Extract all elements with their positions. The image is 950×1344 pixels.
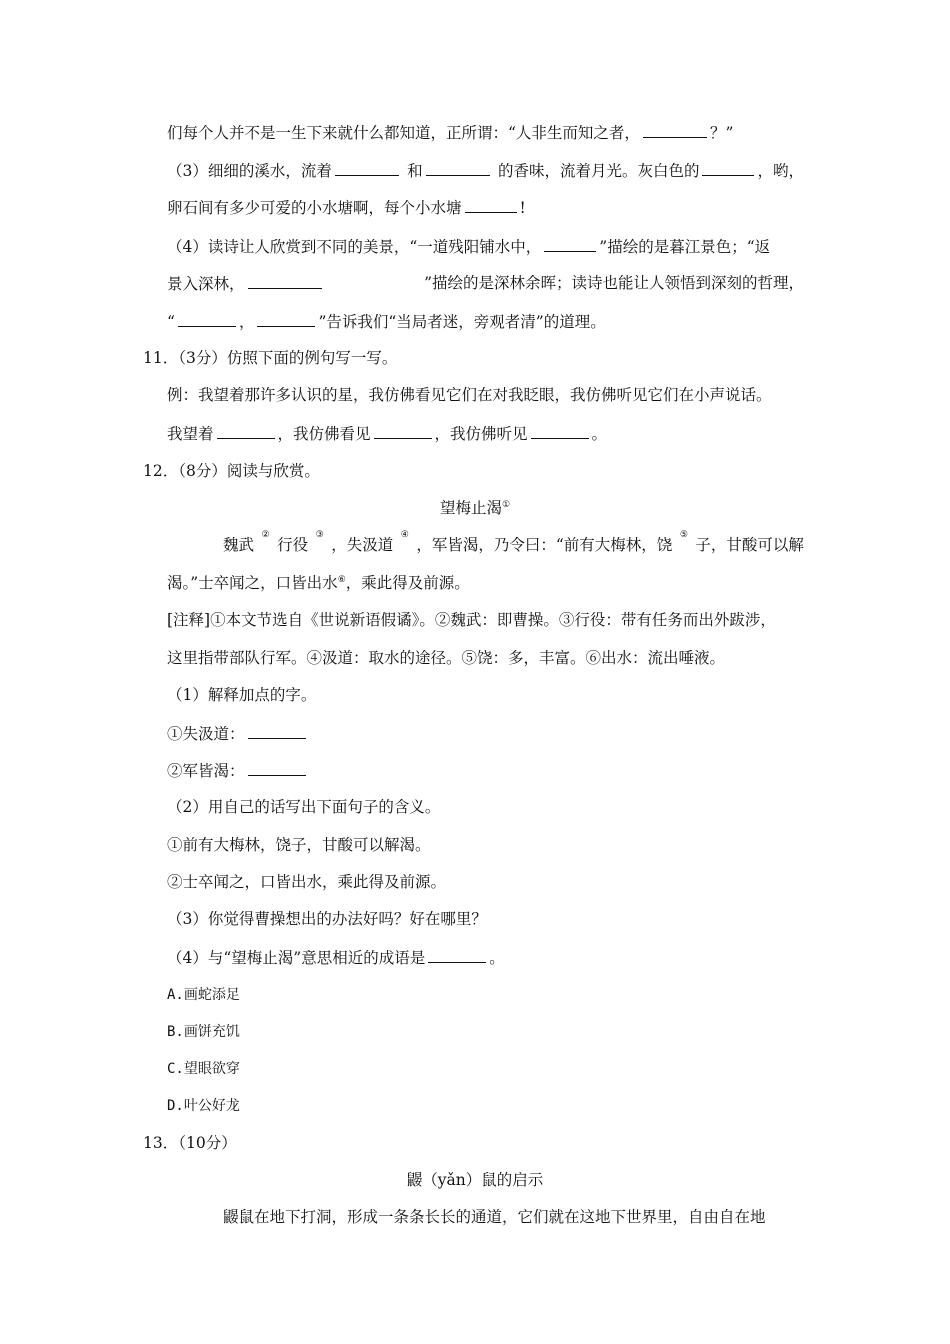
q11-answer-line: 我望着 ，我仿佛看见 ，我仿佛听见 。: [167, 425, 608, 443]
q12-passage-title: 望梅止渴①: [439, 499, 511, 517]
q12-heading: 12．（8分）阅读与欣赏。: [143, 462, 320, 480]
option-d[interactable]: D.叶公好龙: [167, 1098, 240, 1114]
answer-blank[interactable]: [465, 197, 517, 213]
q12-sub2-b: ②士卒闻之，口皆出水，乘此得及前源。: [167, 873, 447, 891]
answer-blank[interactable]: [217, 423, 275, 439]
q11-heading: 11．（3分）仿照下面的例句写一写。: [143, 349, 398, 367]
q10-line1-text: 们每个人并不是一生下来就什么都知道，正所谓：“人非生而知之者，: [167, 124, 640, 142]
option-a[interactable]: A.画蛇添足: [167, 987, 240, 1003]
option-b[interactable]: B.画饼充饥: [167, 1024, 240, 1040]
q12-passage-line1: 魏武 ② 行役 ③ ，失汲道 ④ ，军皆渴，乃令曰：“前有大梅林，饶 ⑤ 子，甘酸可以解: [223, 530, 804, 554]
q10-part4-line2: 景入深林， ”描绘的是深林余晖；读诗也能让人领悟到深刻的哲理，: [167, 274, 804, 293]
answer-blank[interactable]: [428, 947, 486, 963]
answer-blank[interactable]: [531, 423, 589, 439]
q10-part3-line2: 卵石间有多少可爱的小水塘啊，每个小水塘 !: [167, 199, 526, 217]
q12-note-line1: [注释]①本文节选自《世说新语假谲》。②魏武：即曹操。③行役：带有任务而出外跋涉，: [167, 611, 776, 629]
q12-note-line2: 这里指带部队行军。④汲道：取水的途径。⑤饶：多，丰富。⑥出水：流出唾液。: [167, 649, 726, 667]
q10-line1: [167, 122, 733, 143]
q12-sub2: （2）用自己的话写出下面句子的含义。: [167, 798, 441, 816]
q12-passage-line2: 渴。”士卒闻之，口皆出水⑥，乘此得及前源。: [167, 574, 470, 592]
answer-blank[interactable]: [702, 160, 754, 176]
q12-sub1-b: ②军皆渴：: [167, 760, 309, 781]
q13-passage-line1: 鼹鼠在地下打洞，形成一条条长长的通道，它们就在这地下世界里，自由自在地: [223, 1208, 766, 1226]
answer-blank[interactable]: [248, 273, 322, 289]
q12-sub1-a: ①失汲道：: [167, 723, 309, 744]
q10-line1-end: ？”: [709, 124, 734, 142]
answer-blank[interactable]: [248, 760, 306, 776]
answer-blank[interactable]: [374, 423, 432, 439]
option-c[interactable]: C.望眼欲穿: [167, 1061, 240, 1077]
q12-sub1: （1）解释加点的字。: [167, 686, 317, 704]
q12-sub2-a: ①前有大梅林，饶子，甘酸可以解渴。: [167, 836, 431, 854]
q10-part4-line1: （4）读诗让人欣赏到不同的美景，“一道残阳铺水中， ”描绘的是暮江景色；“返: [167, 238, 771, 256]
q10-part3-text: （3）细细的溪水，流着: [167, 160, 402, 181]
footnote-marker: ①: [501, 499, 511, 510]
answer-blank[interactable]: [544, 236, 596, 252]
answer-blank[interactable]: [335, 160, 399, 176]
answer-blank[interactable]: [248, 723, 306, 739]
answer-blank[interactable]: [426, 160, 490, 176]
q11-example: 例：我望着那许多认识的星，我仿佛看见它们在对我眨眼，我仿佛听见它们在小声说话。: [167, 386, 772, 404]
answer-blank[interactable]: [257, 311, 315, 327]
answer-blank[interactable]: [643, 122, 707, 138]
answer-blank[interactable]: [178, 311, 236, 327]
q12-sub3: （3）你觉得曹操想出的办法好吗？好在哪里？: [167, 910, 487, 928]
q10-part4-line3: “ ， ”告诉我们“当局者迷，旁观者清”的道理。: [167, 313, 606, 331]
q13-passage-title: 鼹（yǎn）鼠的启示: [406, 1171, 544, 1189]
q12-sub4: （4）与“望梅止渴”意思相近的成语是 。: [167, 949, 505, 967]
q13-heading: 13．（10分）: [143, 1134, 237, 1152]
q10-part3-line1: （3）细细的溪水，流着 和 的香味，流着月光。灰白色的 ，哟，: [167, 162, 804, 180]
